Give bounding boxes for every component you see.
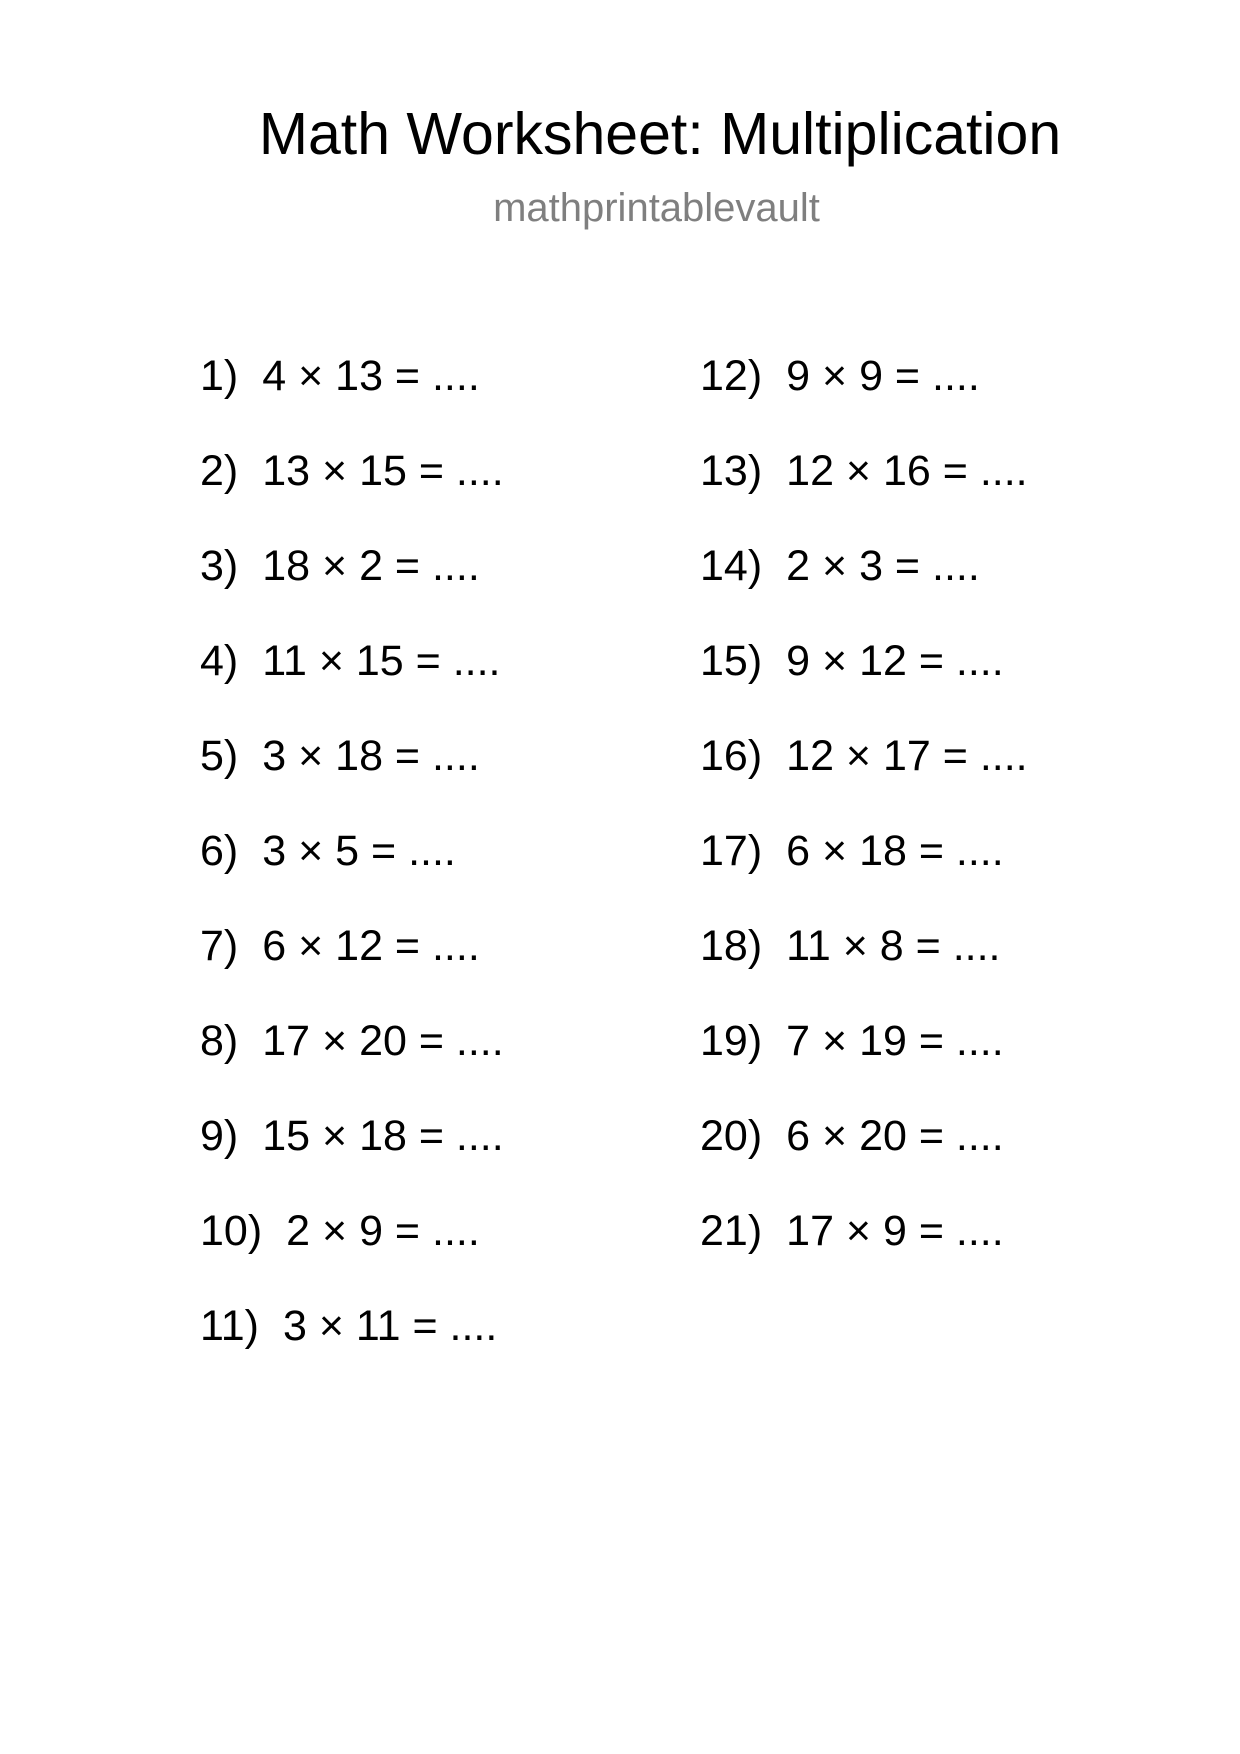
problem-7 bbox=[200, 920, 504, 1015]
problem-number: 8) bbox=[200, 1017, 239, 1065]
problem-expression: 3 × 5 = .... bbox=[262, 827, 456, 875]
problem-expression: 2 × 3 = .... bbox=[786, 542, 980, 590]
worksheet-title: Math Worksheet: Multiplication bbox=[258, 101, 1062, 167]
problem-number: 17) bbox=[700, 827, 763, 875]
problem-number: 16) bbox=[700, 732, 763, 780]
problem-expression: 17 × 20 = .... bbox=[262, 1017, 504, 1065]
problem-number: 12) bbox=[700, 352, 763, 400]
problem-expression: 4 × 13 = .... bbox=[262, 352, 480, 400]
problem-expression: 12 × 17 = .... bbox=[786, 732, 1028, 780]
problem-9 bbox=[200, 1110, 504, 1205]
problem-expression: 6 × 18 = .... bbox=[786, 827, 1004, 875]
problem-expression: 3 × 11 = .... bbox=[282, 1302, 498, 1350]
problem-expression: 7 × 19 = .... bbox=[786, 1017, 1004, 1065]
problem-6 bbox=[200, 825, 504, 920]
problem-11 bbox=[200, 1300, 504, 1395]
problem-expression: 15 × 18 = .... bbox=[262, 1112, 504, 1160]
problem-15 bbox=[700, 635, 1028, 730]
problem-10 bbox=[200, 1205, 504, 1300]
problem-1 bbox=[200, 350, 504, 445]
problem-5 bbox=[200, 730, 504, 825]
problem-number: 19) bbox=[700, 1017, 763, 1065]
problems-left-column bbox=[200, 350, 504, 1395]
problem-expression: 17 × 9 = .... bbox=[786, 1207, 1004, 1255]
problem-number: 21) bbox=[700, 1207, 763, 1255]
problem-number: 5) bbox=[200, 732, 239, 780]
problem-expression: 6 × 20 = .... bbox=[786, 1112, 1004, 1160]
problem-number: 20) bbox=[700, 1112, 763, 1160]
problem-20 bbox=[700, 1110, 1028, 1205]
problem-13 bbox=[700, 445, 1028, 540]
problem-21 bbox=[700, 1205, 1028, 1300]
problem-14 bbox=[700, 540, 1028, 635]
problem-expression: 2 × 9 = .... bbox=[286, 1207, 480, 1255]
problem-number: 3) bbox=[200, 542, 239, 590]
problem-4 bbox=[200, 635, 504, 730]
problems-right-column bbox=[700, 350, 1028, 1300]
problem-number: 10) bbox=[200, 1207, 263, 1255]
problem-number: 14) bbox=[700, 542, 763, 590]
problem-number: 6) bbox=[200, 827, 239, 875]
problem-2 bbox=[200, 445, 504, 540]
problem-number: 15) bbox=[700, 637, 763, 685]
problem-number: 1) bbox=[200, 352, 239, 400]
problem-12 bbox=[700, 350, 1028, 445]
problem-expression: 3 × 18 = .... bbox=[262, 732, 480, 780]
problem-expression: 13 × 15 = .... bbox=[262, 447, 504, 495]
problem-expression: 11 × 8 = .... bbox=[786, 922, 1001, 970]
problem-number: 18) bbox=[700, 922, 763, 970]
problem-expression: 12 × 16 = .... bbox=[786, 447, 1028, 495]
problem-expression: 9 × 9 = .... bbox=[786, 352, 980, 400]
problem-expression: 9 × 12 = .... bbox=[786, 637, 1004, 685]
problem-17 bbox=[700, 825, 1028, 920]
problem-number: 4) bbox=[200, 637, 239, 685]
problem-8 bbox=[200, 1015, 504, 1110]
problem-number: 2) bbox=[200, 447, 239, 495]
problem-expression: 18 × 2 = .... bbox=[262, 542, 480, 590]
problem-16 bbox=[700, 730, 1028, 825]
problem-18 bbox=[700, 920, 1028, 1015]
problem-expression: 11 × 15 = .... bbox=[262, 637, 501, 685]
problem-expression: 6 × 12 = .... bbox=[262, 922, 480, 970]
problem-number: 9) bbox=[200, 1112, 239, 1160]
problem-number: 13) bbox=[700, 447, 763, 495]
problem-19 bbox=[700, 1015, 1028, 1110]
problem-3 bbox=[200, 540, 504, 635]
problem-number: 11) bbox=[200, 1302, 259, 1350]
worksheet-subtitle: mathprintablevault bbox=[493, 186, 820, 230]
problem-number: 7) bbox=[200, 922, 239, 970]
